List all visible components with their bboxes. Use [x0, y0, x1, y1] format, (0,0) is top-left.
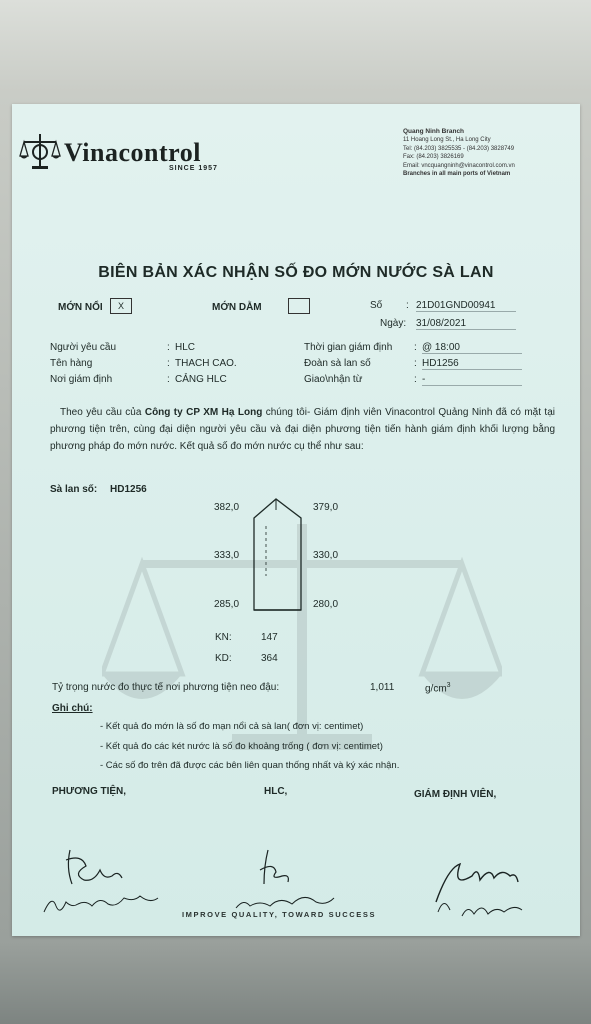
intro-paragraph [50, 404, 555, 455]
draft-aft-left: 285,0 [214, 599, 240, 610]
brand-name: Vinacontrol [64, 138, 201, 167]
document-title: BIÊN BẢN XÁC NHẬN SỐ ĐO MỚN NƯỚC SÀ LAN [98, 264, 494, 281]
density-value: 1,011 [370, 682, 395, 693]
barge-draft-diagram [249, 496, 311, 614]
info-label-goods: Tên hàng [50, 358, 93, 369]
draft-mid-right: 330,0 [313, 550, 339, 561]
barge-number: HD1256 [110, 484, 147, 495]
colon: : [414, 358, 417, 369]
notes-heading: Ghi chú: [52, 703, 93, 714]
surveyor-signature [422, 846, 552, 926]
branch-email: Email: vncquangninh@vinacontrol.com.vn [403, 162, 515, 169]
info-value-barge-fleet: HD1256 [422, 358, 522, 370]
ngay-value: 31/08/2021 [416, 318, 516, 330]
info-label-time: Thời gian giám định [304, 342, 393, 353]
info-value-goods: THACH CAO. [175, 358, 237, 369]
draft-forward-right: 379,0 [313, 502, 339, 513]
note-item: - Các số đo trên đã được các bên liên quan thống nhất và ký xác nhận. [100, 760, 400, 771]
info-value-time: @ 18:00 [422, 342, 522, 354]
info-label-place: Nơi giám định [50, 374, 113, 385]
info-label-delivery: Giao\nhận từ [304, 374, 363, 385]
branch-footer: Branches in all main ports of Vietnam [403, 171, 511, 178]
footer-slogan: IMPROVE QUALITY, TOWARD SUCCESS [182, 910, 377, 919]
colon: : [414, 374, 417, 385]
colon: : [167, 358, 170, 369]
branch-tel: Tel: (84.203) 3825535 - (84.203) 3828749 [403, 145, 515, 152]
info-label-requester: Người yêu cầu [50, 342, 117, 353]
draft-forward-left: 382,0 [214, 502, 240, 513]
colon: : [167, 342, 170, 353]
document-page [12, 104, 580, 936]
note-item: - Kết quả đo mớn là số đo mạn nổi cả sà lan( đơn vị: centimet) [100, 721, 364, 732]
sign-surveyor-label: GIÁM ĐỊNH VIÊN, [414, 789, 497, 800]
mon-noi-checkbox[interactable]: X [110, 298, 132, 314]
para-part-2: chúng tôi- Giám định viên Vinacontrol Quảng Ninh đã có mặt tại phương tiện trên, cùng đại diện người yêu cầu và đại diện phương tiện tiến hành giám định khối lượng bằng phương pháp đo mớn nước. Kết quả số đo mớn nước cụ thể như sau: [50, 407, 555, 452]
colon: : [406, 300, 409, 311]
hlc-signature [230, 846, 350, 914]
vinacontrol-logo-icon [18, 130, 62, 174]
barge-label: Sà lan số: [50, 484, 98, 495]
kd-label: KD: [215, 653, 232, 664]
kn-label: KN: [215, 632, 232, 643]
info-label-barge-fleet: Đoàn sà lan số [304, 358, 371, 369]
so-value: 21D01GND00941 [416, 300, 516, 312]
info-value-place: CẢNG HLC [175, 374, 227, 385]
density-unit [425, 682, 451, 694]
ngay-label: Ngày: [380, 318, 407, 329]
so-label: Số [370, 300, 383, 311]
kn-value: 147 [261, 632, 278, 643]
info-value-requester: HLC [175, 342, 196, 353]
draft-mid-left: 333,0 [214, 550, 240, 561]
branch-info [403, 128, 578, 178]
kd-value: 364 [261, 653, 278, 664]
density-unit-base: g/cm [425, 683, 447, 695]
colon: : [414, 342, 417, 353]
vessel-signature [42, 846, 172, 921]
info-value-delivery: - [422, 374, 522, 386]
brand-since: SINCE 1957 [169, 165, 218, 172]
mon-dam-label: MỚN DẰM [212, 302, 262, 313]
note-item: - Kết quả đo các két nước là số đo khoảng trống ( đơn vị: centimet) [100, 741, 383, 752]
draft-aft-right: 280,0 [313, 599, 339, 610]
branch-fax: Fax: (84.203) 3826169 [403, 154, 464, 161]
sign-vessel-label: PHƯƠNG TIỆN, [52, 786, 127, 797]
branch-title: Quang Ninh Branch [403, 128, 465, 135]
para-part-1: Theo yêu cầu của [60, 407, 145, 418]
branch-address: 11 Hoang Long St., Ha Long City [403, 137, 491, 144]
company-name: Công ty CP XM Hạ Long [144, 407, 263, 418]
density-unit-sup: 3 [446, 682, 451, 689]
colon: : [167, 374, 170, 385]
mon-dam-checkbox[interactable] [288, 298, 310, 314]
mon-noi-label: MỚN NỔI [58, 302, 103, 313]
sign-hlc-label: HLC, [264, 786, 288, 797]
density-label: Tỷ trọng nước đo thực tế nơi phương tiện neo đậu: [52, 682, 280, 693]
